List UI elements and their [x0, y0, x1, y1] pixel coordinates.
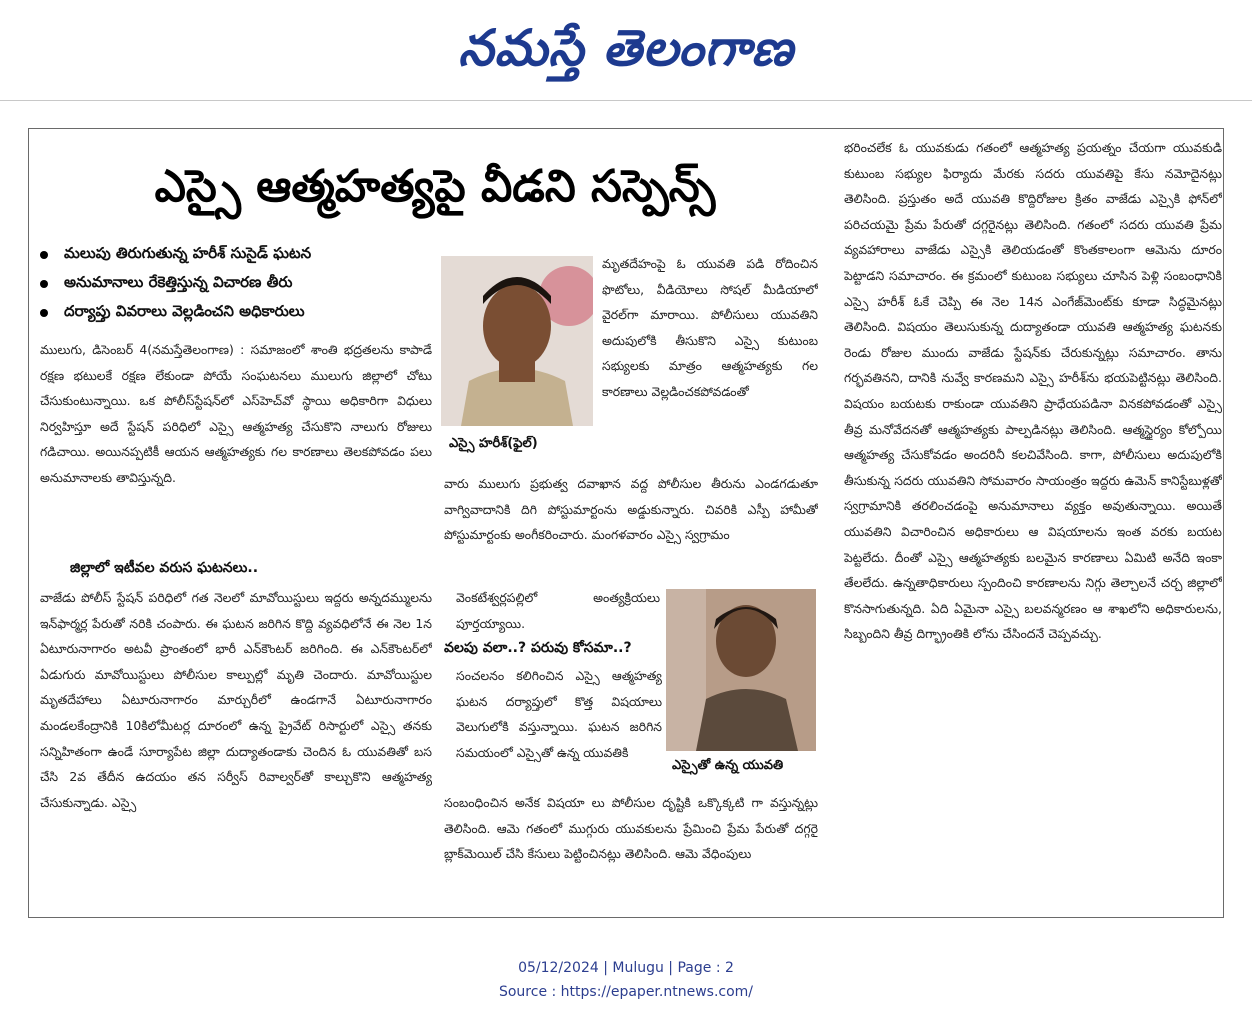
- woman-photo: [666, 589, 816, 751]
- highlight-text: దర్యాప్తు వివరాలు వెల్లడించని అధికారులు: [64, 301, 305, 320]
- article-headline: ఎస్సై ఆత్మహత్యపై వీడని సస్పెన్స్: [154, 161, 716, 212]
- article-column-2e: సంబంధించిన అనేక విషయా లు పోలీసుల దృష్టికి ఒక్కొక్కటి గా వస్తున్నట్లు తెలిసింది. ఆమె గతంలో ముగ్గురు యువకులను ప్రేమించి ప్రేమ పేరుతో దగ్గరై బ్లాక్‌మెయిల్ చేసి కేసులు పెట్టించినట్లు తెలిసింది. ఆమె వేధింపులు: [444, 795, 818, 862]
- article-paragraph: వాజేడు పోలీస్ స్టేషన్ పరిధిలో గత నెలలో మావోయిస్టులు ఇద్దరు అన్నదమ్ములను ఇన్‌ఫార్మర్ల పేరుతో నరికి చంపారు. ఈ ఘటన జరిగిన కొద్ది వ్యవధిలోనే ఈ నెల 1న ఏటూరునాగారం అటవీ ప్రాంతంలో భారీ ఎన్‌కౌంటర్ జరిగింది. ఈ ఎన్‌కౌంటర్‌లో ఏడుగురు మావోయిస్టులు పోలీసుల కాల్పుల్లో మృతి చెందారు. మావోయిస్టుల మృతదేహాలు ఏటూరునాగారం మార్చురీలో ఉండగానే ఏటూరునాగారం మండలకేంద్రానికి 10కిలోమీటర్ల దూరంలో ఉన్న ప్రైవేట్ రిసార్టులో ఎస్సై తనకు సన్నిహితంగా ఉండే సూర్యాపేట జిల్లా దుద్యాతండాకు చెందిన ఓ యువతితో బస చేసి 2వ తేదీన ఉదయం తన సర్వీస్ రివాల్వర్‌తో కాల్చుకొని ఆత్మహత్య చేసుకున్నాడు. ఎస్సై: [40, 590, 432, 810]
- masthead: [0, 0, 1252, 100]
- article-column-2a: మృతదేహంపై ఓ యువతి పడి రోదించిన ఫొటోలు, వీడియోలు సోషల్ మీడియాలో వైరల్‌గా మారాయి. పోలీసులు యువతిని అదుపులోకి తీసుకొని ఎస్సై కుటుంబ సభ్యులకు మాత్రం ఆత్మహత్యకు గల కారణాలు వెల్లడించకపోవడంతో: [602, 256, 818, 399]
- photo-caption: ఎస్సైతో ఉన్న యువతి: [672, 758, 784, 773]
- highlights-list: [34, 240, 434, 327]
- highlight-text: అనుమానాలు రేకెత్తిస్తున్న విచారణ తీరు: [64, 272, 293, 291]
- highlight-text: మలుపు తిరుగుతున్న హరీశ్ సుసైడ్ ఘటన: [64, 243, 312, 262]
- bullet-icon: [40, 309, 48, 317]
- bullet-icon: [40, 280, 48, 288]
- edition-meta: 05/12/2024 | Mulugu | Page : 2: [518, 960, 734, 976]
- officer-photo: [441, 256, 593, 426]
- masthead-divider: [0, 100, 1252, 101]
- section-subheading: వలపు వలా..? పరువు కోసమా..?: [444, 640, 632, 656]
- article-column-2b: వారు ములుగు ప్రభుత్వ దవాఖాన వద్ద పోలీసుల తీరును ఎండగడుతూ వాగ్వివాదానికి దిగి పోస్టుమార్టంను అడ్డుకున్నారు. చివరికి ఎస్పీ హామీతో పోస్టుమార్టంకు అంగీకరించారు. మంగళవారం ఎస్సై స్వగ్రామం: [444, 476, 818, 543]
- highlight-item: [34, 240, 434, 269]
- newspaper-logo: నమస్తే తెలంగాణ: [458, 19, 794, 77]
- article-column-1: [40, 337, 432, 917]
- source-link[interactable]: Source : https://epaper.ntnews.com/: [498, 984, 754, 1000]
- article-paragraph: ములుగు, డిసెంబర్ 4(నమస్తేతెలంగాణ) : సమాజంలో శాంతి భద్రతలను కాపాడే రక్షణ భటులకే రక్షణ లేకుండా పోయే సంఘటనలు ములుగు జిల్లాలో చోటు చేసుకుంటున్నాయి. ఒక పోలీస్‌స్టేషన్‌లో ఎస్‌హెచ్‌వో స్థాయి అధికారిగా విధులు నిర్వహిస్తూ అదే స్టేషన్ పరిధిలో ఎస్సై ఆత్మహత్య చేసుకొని నాలుగు రోజులు గడిచాయి. అయినప్పటికీ ఆయన ఆత్మహత్యకు గల కారణాలు తెలకపోవడం పలు అనుమానాలకు తావిస్తున్నది.: [40, 342, 432, 485]
- section-subheading: జిల్లాలో ఇటీవల వరుస ఘటనలు..: [70, 560, 259, 576]
- photo-caption: ఎస్సై హరీశ్(ఫైల్): [449, 436, 538, 451]
- article-column-2d: సంచలనం కలిగించిన ఎస్సై ఆత్మహత్య ఘటన దర్యాప్తులో కొత్త విషయాలు వెలుగులోకి వస్తున్నాయి. ఘటన జరిగిన సమయంలో ఎస్సైతో ఉన్న యువతికి: [456, 668, 662, 760]
- highlight-item: [34, 298, 434, 327]
- highlight-item: [34, 269, 434, 298]
- article-column-3: భరించలేక ఓ యువకుడు గతంలో ఆత్మహత్య ప్రయత్నం చేయగా యువకుడి కుటుంబ సభ్యుల ఫిర్యాదు మేరకు సదరు యువతిపై కేసు నమోదైనట్లు తెలిసింది. ప్రస్తుతం అదే యువతి కొద్దిరోజుల క్రితం వాజేడు ఎస్సైకి ఫోన్‌లో పరిచయమై ప్రేమ పేరుతో దగ్గరైనట్లు తెలిసింది. గతంలో సదరు యువతి ప్రేమ వ్యవహారాలు వాజేడు ఎస్సైకి తెలియడంతో కొంతకాలంగా ఆమెను దూరం పెట్టాడని సమాచారం. ఈ క్రమంలో కుటుంబ సభ్యులు చూసిన పెళ్లి సంబంధానికి ఎస్సై హరీశ్ ఓకే చెప్పి ఈ నెల 14న ఎంగేజ్‌మెంట్‌కు కూడా సిద్ధమైనట్లు తెలిసింది. విషయం తెలుసుకున్న దుద్యాతండా యువతి ఆత్మహత్య ఘటనకు రెండు రోజుల ముందు వాజేడు స్టేషన్‌కు చేరుకున్నట్లు సమాచారం. తాను గర్భవతినని, దానికి నువ్వే కారణమని ఎస్సై హరీశ్‌ను భయపెట్టినట్లు తెలిసింది. విషయం బయటకు రాకుండా యువతిని ప్రాధేయపడినా వినకపోవడంతో ఎస్సై తీవ్ర మనోవేదనతో ఆత్మహత్యకు పాల్పడినట్లు తెలిసింది. ఆత్మస్థైర్యం కోల్పోయి ఆత్మహత్య చేసుకోవడం అందరినీ కలచివేసింది. కాగా, పోలీసులు అదుపులోకి తీసుకున్న సదరు యువతిని సోమవారం సాయంత్రం ఇద్దరు ఉమెన్ కానిస్టేబుళ్లతో స్వగ్రామానికి తరలించడంపై అనుమానాలు వ్యక్తం అవుతున్నాయి. అయితే యువతిని విచారించిన అధికారులు ఆ విషయాలను ఇంత వరకు బయట పెట్టలేదు. దీంతో ఎస్సై ఆత్మహత్యకు బలమైన కారణాలు ఏమిటి అనేది ఇంకా తేలలేదు. ఉన్నతాధికారులు స్పందించి కారణాలను నిగ్గు తెల్చాలనే చర్చ జిల్లాలో కొనసాగుతున్నది. ఏది ఏమైనా ఎస్సై బలవన్మరణం ఆ శాఖలోని అధికారులను, సిబ్బందిని తీవ్ర దిగ్భ్రాంతికి లోను చేసిందనే చెప్పవచ్చు.: [844, 140, 1222, 642]
- bullet-icon: [40, 251, 48, 259]
- article-column-2c: వెంకటేశ్వర్లపల్లిలో అంత్యక్రియలు పూర్తయ్యాయి.: [456, 590, 660, 631]
